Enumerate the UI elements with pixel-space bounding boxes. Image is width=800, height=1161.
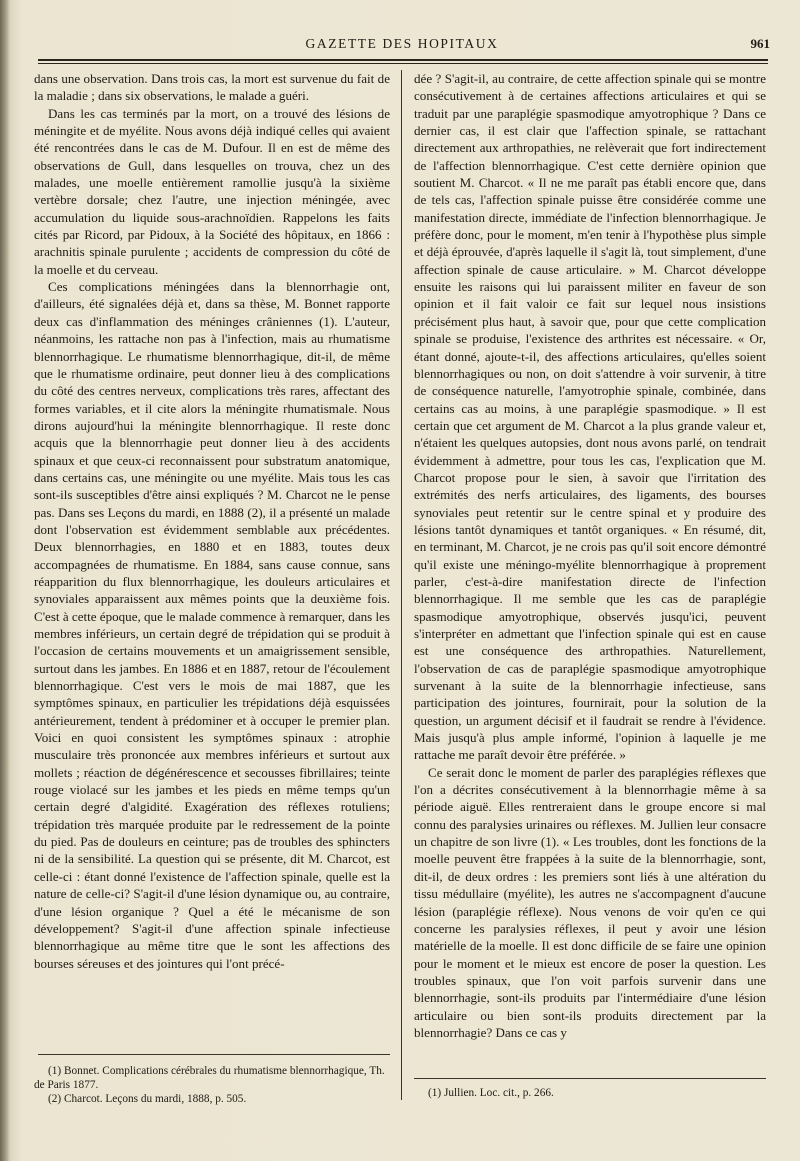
footnote-rule — [414, 1078, 766, 1079]
header-rule — [38, 59, 768, 61]
paragraph: dée ? S'agit-il, au contraire, de cette affection spinale qui se montre consécutivement à de certaines affections articulaires et qui se traduit par une paraplégie spasmodique amyotrophique ? Dans ce dernier cas, il est clair que l'affection spinale, se rattachant directement aux arthropathies, ne relèverait que fort indirectement de l'affection blennorrhagique. C'est cette dernière opinion que soutient M. Charcot. « Il ne me paraît pas établi encore que, dans de tels cas, l'affection spinale puisse être considérée comme une manifestation directe, immédiate de l'infection blennorrhagique. Je préfère donc, pour le moment, m'en tenir à l'hypothèse plus simple et déjà éprouvée, d'après laquelle il s'agit là, tout simplement, d'une affection spinale de cause articulaire. » M. Charcot développe ensuite les raisons qui lui paraissent militer en faveur de son opinion et il fait valoir ce fait sur lequel nous insistions précisément plus haut, à savoir que, pour que cette complication spinale se produise, l'existence des arthrites est nécessaire. « Or, étant donné, ajoute-t-il, des affections articulaires, qu'elles soient blennorrhagiques ou non, on doit s'attendre à voir survenir, à titre de conséquence naturelle, l'amyotrophie spinale, combinée, dans certains cas au moins, à une paraplégie spasmodique. » Il est certain que cet argument de M. Charcot a la plus grande valeur et, n'étaient les quelques autopsies, dont nous avons parlé, on tendrait évidemment à admettre, pour tous les cas, l'explication que M. Charcot propose pour le sien, à savoir que l'irritation des extrémités des nerfs articulaires, des ligaments, des bourses synoviales peut retentir sur le centre spinal et y produire des lésions tantôt dynamiques et tantôt organiques. « En résumé, dit, en terminant, M. Charcot, je ne crois pas qu'il soit encore démontré qu'il existe une méningo-myélite blennorrhagique à proprement parler, c'est-à-dire manifestation directe de l'infection blennorrhagique. Il me semble que les cas de paraplégie spasmodique amyotrophique, observés jusqu'ici, peuvent s'interpréter en admettant que l'infection spinale qui est en cause est une conséquence des arthropathies. Naturellement, l'observation de cas de paraplégie spasmodique amyotrophique survenant à la suite de la blennorrhagie infectieuse, sans participation des jointures, fournirait, pour la solution de la question, un argument décisif et il faudrait se rendre à l'évidence. Mais jusqu'à plus ample informé, l'opinion à laquelle je me rattache me paraît devoir être préférée. » — [414, 71, 766, 763]
footnote: (1) Jullien. Loc. cit., p. 266. — [428, 1087, 554, 1099]
footnotes-left — [34, 1064, 392, 1107]
binding-edge — [0, 0, 10, 1161]
paragraph: dans une observation. Dans trois cas, la mort est survenue du fait de la maladie ; dans six observations, le malade a guéri. — [34, 71, 390, 104]
right-column — [414, 70, 766, 1041]
page-number: 961 — [750, 36, 770, 51]
footnotes-right — [414, 1086, 766, 1100]
footnote: (1) Bonnet. Complications cérébrales du rhumatisme blennorrhagique, Th. de Paris 1877. — [34, 1065, 385, 1092]
journal-title: GAZETTE DES HOPITAUX — [305, 36, 499, 51]
paragraph: Ce serait donc le moment de parler des paraplégies réflexes que l'on a décrites consécutivement à la blennorrhagie même à sa période aiguë. Elles rentreraient dans le groupe encore si mal connu des paralysies urinaires ou réflexes. M. Jullien leur consacre un chapitre de son livre (1). « Les troubles, dont les fonctions de la moelle peuvent être frappées à la suite de la blennorrhagie, sont, dit-il, de deux ordres : les premiers sont liés à une altération du tissu médullaire (myélite), les autres ne s'accompagnent d'aucune lésion (paraplégie réflexe). Nous venons de voir qu'en ce qui concerne les paralysies réflexes, il peut y avoir une lésion matérielle de la moelle. Il est donc difficile de se faire une opinion pour le moment et le mieux est encore de poser la question. Les troubles spinaux, que l'on voit parfois survenir dans une blennorrhagie, sont-ils produits par l'intermédiaire d'une lésion articulaire ou bien sont-ils produits directement par la blennorrhagie? Dans ce cas y — [414, 764, 766, 1040]
paragraph: Dans les cas terminés par la mort, on a trouvé des lésions de méningite et de myélite. Nous avons déjà indiqué celles qui avaient été rencontrées dans le cas de M. Dufour. Il en est de même des observations de Gull, dans lesquelles on trouva, chez un des malades, une moelle entièrement ramollie jusqu'à la sixième vertèbre dorsale; chez l'autre, une injection méningée, avec accumulation du liquide sous-arachnoïdien. Rappelons les faits cités par Ricord, par Pidoux, à la Société des hôpitaux, en 1866 : arachnitis spinale purulente ; accidents de compression du côté de la moelle et du cerveau. — [34, 105, 390, 277]
header-rule-thin — [38, 63, 768, 64]
left-column — [34, 70, 390, 972]
running-head — [34, 36, 770, 56]
column-divider — [401, 70, 402, 1100]
paragraph: Ces complications méningées dans la blennorrhagie ont, d'ailleurs, été signalées déjà et, dans sa thèse, M. Bonnet rapporte deux cas d'inflammation des méninges crâniennes (1). L'auteur, néanmoins, les rattache non pas à l'infection, mais au rhumatisme blennorrhagique. Le rhumatisme blennorrhagique, dit-il, de même que le rhumatisme ordinaire, peut donner lieu à des complications du côté des centres nerveux, complications très rares, affectant des formes variables, et il cite alors la méningite rhumatismale. Nous dirons aujourd'hui la méningite blennorrhagique. Il reste donc acquis que la blennorrhagie peut donner lieu à des accidents spinaux et que ceux-ci reconnaissent pour substratum anatomique, dans certains cas, une méningite ou une myélite. Mais tous les cas sont-ils susceptibles d'être ainsi expliqués ? M. Charcot ne le pense pas. Dans ses Leçons du mardi, en 1888 (2), il a présenté un malade dont l'observation est évidemment semblable aux précédentes. Deux blennorrhagies, en 1880 et en 1883, toutes deux accompagnées de rhumatisme. En 1884, sans cause connue, sans réapparition du flux blennorrhagique, les douleurs articulaires et synoviales apparaissent aux mêmes points que la deuxième fois. C'est à cette époque, que le malade commence à remarquer, dans les membres inférieurs, un certain degré de trépidation qui se produit à l'occasion de certains mouvements et un amaigrissement sensible, surtout dans les jambes. En 1886 et en 1887, retour de l'écoulement blennorrhagique. C'est vers le mois de mai 1887, que les symptômes spinaux, en particulier les trépidations déjà esquissées antérieurement, tendent à prédominer et à occuper le premier plan. Voici en quoi consistent les symptômes spinaux : atrophie musculaire très prononcée aux membres inférieurs et surtout aux mollets ; réaction de dégénérescence et secousses fibrillaires; teinte rouge violacé sur les jambes et les pieds en même temps qu'un certain degré d'algidité. Exagération des réflexes rotuliens; trépidation très marquée produite par le redressement de la pointe du pied. Pas de douleurs en ceinture; pas de troubles des sphincters ni de la sensibilité. La question qui se présente, dit M. Charcot, est celle-ci : étant donné l'existence de l'affection spinale, quelle est la nature de celle-ci? S'agit-il d'une lésion dynamique ou, au contraire, d'une lésion organique ? Quel a été le mécanisme de son développement? S'agit-il d'une affection spinale infectieuse blennorrhagique au même titre que le sont les affections des bourses séreuses et des jointures qui l'ont précé- — [34, 279, 390, 971]
footnote: (2) Charcot. Leçons du mardi, 1888, p. 505. — [48, 1093, 247, 1106]
footnote-rule — [38, 1054, 390, 1055]
